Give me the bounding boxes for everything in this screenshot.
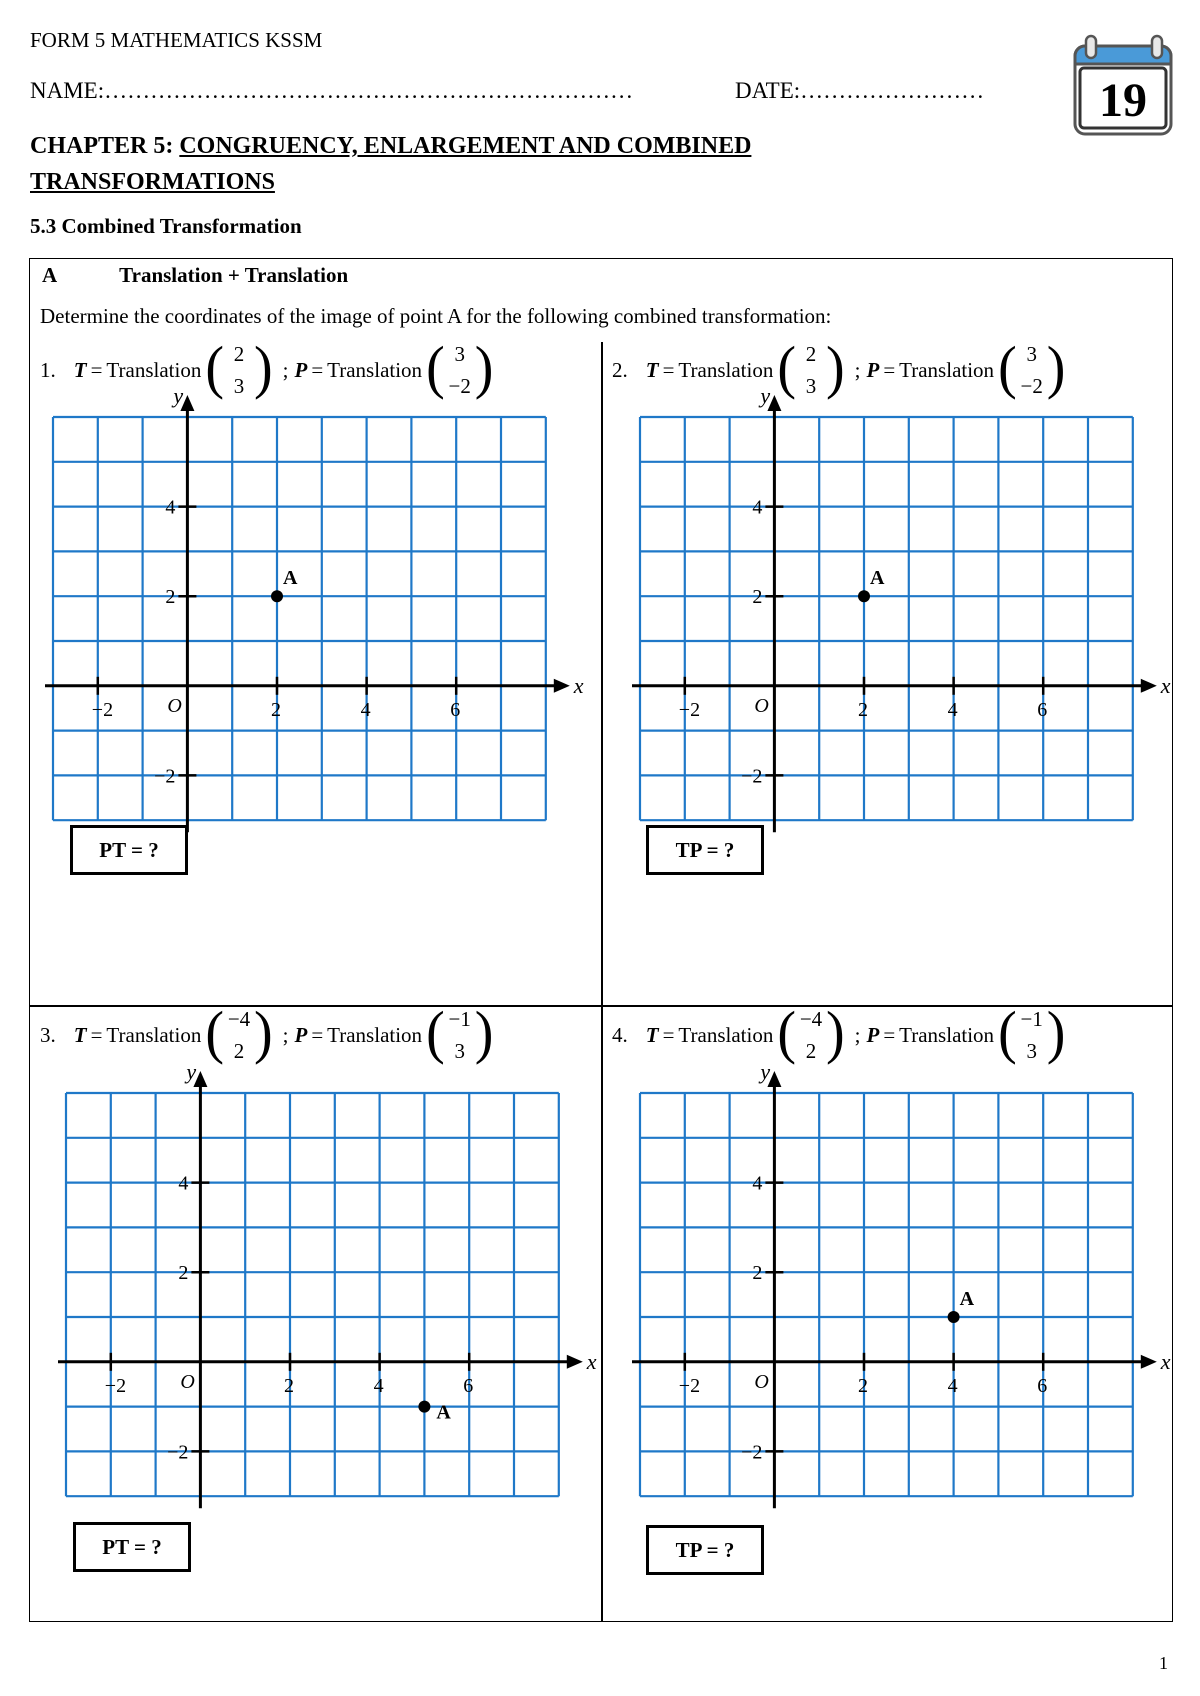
y-axis-label: y <box>185 1059 196 1085</box>
t-vector-x: −4 <box>227 1006 251 1031</box>
p-vector: ( −1 3 ) <box>998 1000 1066 1066</box>
question-number: 3. <box>40 1022 56 1047</box>
part-letter: A <box>42 263 58 287</box>
t-vector-x: −4 <box>799 1006 823 1031</box>
point-a <box>947 1311 959 1323</box>
date-field[interactable]: DATE:…………………… <box>735 78 985 103</box>
course-title: FORM 5 MATHEMATICS KSSM <box>30 28 323 52</box>
point-a-label: A <box>869 567 885 590</box>
question-1-statement: 1. T = Translation ( 2 3 ) ; P = Translation ( 3 −2 ) <box>40 335 494 401</box>
translation-word: Translation <box>678 1022 774 1047</box>
p-vector-y: 3 <box>454 1038 465 1063</box>
point-a-label: A <box>282 567 298 590</box>
t-symbol: T <box>645 357 659 382</box>
point-a <box>858 590 870 602</box>
question-2-statement: 2. T = Translation ( 2 3 ) ; P = Translation ( 3 −2 ) <box>612 335 1066 401</box>
question-number: 2. <box>612 357 628 382</box>
answer-box-2[interactable]: TP = ? <box>646 825 764 875</box>
t-vector-y: 3 <box>805 373 817 398</box>
p-vector-x: 3 <box>1026 341 1037 366</box>
point-a <box>418 1401 430 1413</box>
x-axis-arrow-icon <box>553 679 569 693</box>
t-vector-y: 3 <box>233 373 245 398</box>
x-tick-label: 2 <box>857 698 868 721</box>
p-vector-x: 3 <box>454 341 465 366</box>
x-tick-label: 6 <box>1036 698 1047 721</box>
part-heading <box>42 263 348 288</box>
p-vector-y: 3 <box>1026 1038 1037 1063</box>
p-vector: ( 3 −2 ) <box>998 335 1066 401</box>
t-vector: ( −4 2 ) <box>777 1000 845 1066</box>
x-tick-label: 2 <box>857 1374 868 1397</box>
origin-label: O <box>179 1370 195 1393</box>
x-tick-label: −2 <box>91 698 113 721</box>
translation-word: Translation <box>106 357 202 382</box>
y-tick-label: 2 <box>164 586 175 609</box>
calendar-icon <box>1072 34 1176 140</box>
x-axis-arrow-icon <box>1140 1355 1156 1369</box>
translation-word: Translation <box>327 1022 423 1047</box>
origin-label: O <box>753 694 769 717</box>
translation-word: Translation <box>678 357 774 382</box>
x-tick-label: 4 <box>373 1374 384 1397</box>
x-axis-label: x <box>1160 672 1171 698</box>
instruction-text: Determine the coordinates of the image of point A for the following combined transformation: <box>40 304 832 328</box>
x-tick-label: 2 <box>270 698 281 721</box>
p-vector-x: −1 <box>448 1006 471 1031</box>
question-number: 4. <box>612 1022 628 1047</box>
p-vector: ( 3 −2 ) <box>426 335 494 401</box>
x-tick-label: 6 <box>1036 1374 1047 1397</box>
x-tick-label: 2 <box>283 1374 294 1397</box>
name-field[interactable]: NAME:…………………………………………………………… <box>30 78 634 103</box>
t-symbol: T <box>645 1022 659 1047</box>
y-tick-label: 2 <box>177 1262 188 1285</box>
x-tick-label: −2 <box>678 1374 700 1397</box>
translation-word: Translation <box>106 1022 202 1047</box>
t-vector: ( 2 3 ) <box>205 335 273 401</box>
y-tick-label: 4 <box>751 1172 762 1195</box>
t-symbol: T <box>73 1022 87 1047</box>
section-title: 5.3 Combined Transformation <box>30 214 302 238</box>
p-symbol: P <box>866 1022 880 1047</box>
x-tick-label: −2 <box>104 1374 126 1397</box>
page-number: 1 <box>1159 1653 1168 1673</box>
p-vector: ( −1 3 ) <box>426 1000 494 1066</box>
origin-label: O <box>753 1370 769 1393</box>
y-tick-label: −2 <box>166 1441 188 1464</box>
x-tick-label: 4 <box>360 698 371 721</box>
x-axis-label: x <box>1160 1348 1171 1374</box>
answer-box-4[interactable]: TP = ? <box>646 1525 764 1575</box>
y-tick-label: −2 <box>153 765 175 788</box>
p-symbol: P <box>294 1022 308 1047</box>
y-tick-label: 2 <box>751 1262 762 1285</box>
chapter-title <box>30 128 751 200</box>
y-tick-label: −2 <box>740 1441 762 1464</box>
coordinate-grid-1 <box>13 377 586 860</box>
coordinate-grid-2 <box>600 377 1173 860</box>
translation-word: Translation <box>327 357 423 382</box>
t-vector: ( −4 2 ) <box>205 1000 273 1066</box>
p-symbol: P <box>866 357 880 382</box>
question-3-statement: 3. T = Translation ( −4 2 ) ; P = Translation ( −1 3 ) <box>40 1000 494 1066</box>
p-symbol: P <box>294 357 308 382</box>
translation-word: Translation <box>899 357 995 382</box>
x-axis-label: x <box>586 1348 597 1374</box>
chapter-prefix: CHAPTER 5: <box>30 133 180 159</box>
point-a <box>271 590 283 602</box>
t-symbol: T <box>73 357 87 382</box>
point-a-label: A <box>959 1288 974 1311</box>
x-tick-label: 4 <box>947 1374 958 1397</box>
y-tick-label: 2 <box>751 586 762 609</box>
t-vector: ( 2 3 ) <box>777 335 845 401</box>
y-axis-label: y <box>172 383 183 409</box>
y-tick-label: 4 <box>164 496 175 519</box>
origin-label: O <box>166 694 182 717</box>
p-vector-y: −2 <box>1020 373 1043 398</box>
translation-word: Translation <box>899 1022 995 1047</box>
y-axis-label: y <box>759 1059 770 1085</box>
x-tick-label: 6 <box>462 1374 473 1397</box>
x-tick-label: 4 <box>947 698 958 721</box>
x-tick-label: −2 <box>678 698 700 721</box>
t-vector-y: 2 <box>805 1038 817 1063</box>
answer-box-1[interactable]: PT = ? <box>70 825 188 875</box>
coordinate-grid-3 <box>26 1053 599 1536</box>
t-vector-y: 2 <box>233 1038 245 1063</box>
y-tick-label: −2 <box>740 765 762 788</box>
y-axis-label: y <box>759 383 770 409</box>
p-vector-y: −2 <box>448 373 471 398</box>
point-a-label: A <box>435 1401 451 1424</box>
p-vector-x: −1 <box>1020 1006 1043 1031</box>
chapter-title-line1: CONGRUENCY, ENLARGEMENT AND COMBINED <box>179 133 752 159</box>
question-4-statement: 4. T = Translation ( −4 2 ) ; P = Translation ( −1 3 ) <box>612 1000 1066 1066</box>
y-tick-label: 4 <box>177 1172 188 1195</box>
part-title: Translation + Translation <box>119 263 349 287</box>
chapter-title-line2: TRANSFORMATIONS <box>30 169 275 195</box>
answer-box-3[interactable]: PT = ? <box>73 1522 191 1572</box>
t-vector-x: 2 <box>233 341 245 366</box>
t-vector-x: 2 <box>805 341 817 366</box>
coordinate-grid-4 <box>600 1053 1173 1536</box>
calendar-day: 19 <box>1099 74 1147 127</box>
x-tick-label: 6 <box>449 698 460 721</box>
x-axis-arrow-icon <box>566 1355 582 1369</box>
y-tick-label: 4 <box>751 496 762 519</box>
x-axis-arrow-icon <box>1140 679 1156 693</box>
x-axis-label: x <box>573 672 584 698</box>
question-number: 1. <box>40 357 56 382</box>
